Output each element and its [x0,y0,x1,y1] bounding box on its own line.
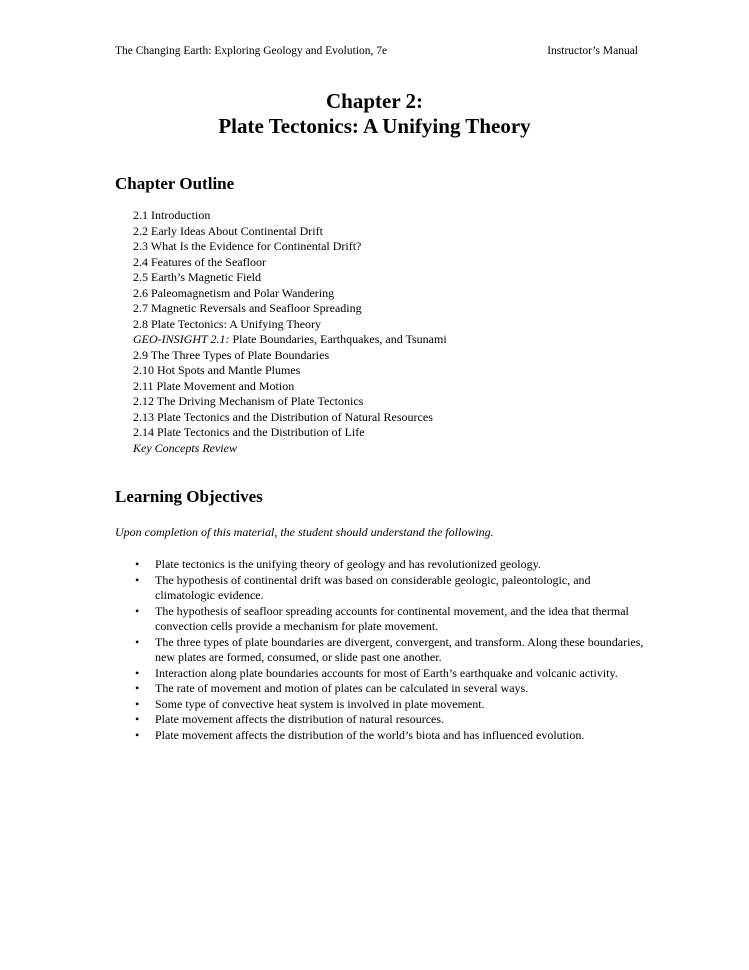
bullet-icon: • [135,712,140,726]
objective-text: The hypothesis of continental drift was based on considerable geologic, paleontologic, and climatologic evidence. [155,572,591,602]
objective-item [135,572,645,604]
objective-text: Plate movement affects the distribution of the world’s biota and has influenced evolution. [155,727,585,742]
bullet-icon: • [135,727,140,742]
outline-item: 2.9 The Three Types of Plate Boundaries [133,347,330,362]
outline-item: 2.5 Earth’s Magnetic Field [133,270,261,284]
objective-item [135,696,645,713]
bullet-icon: • [135,557,140,571]
outline-item: 2.4 Features of the Seafloor [133,254,266,269]
outline-item: 2.14 Plate Tectonics and the Distribution of Life [133,425,365,439]
learning-objectives-heading: Learning Objectives [115,487,263,506]
geo-insight-title: Plate Boundaries, Earthquakes, and Tsunami [229,332,447,346]
chapter-outline-list [133,208,447,456]
bullet-icon: • [135,665,140,680]
objective-item [135,681,645,697]
objective-item [135,665,645,682]
learning-objectives-list [135,557,645,743]
outline-item-geo-insight [133,332,447,348]
objective-text: The hypothesis of seafloor spreading accounts for continental movement, and the idea that thermal convection cells provide a mechanism for plate movement. [155,603,629,633]
header-book-title: The Changing Earth: Exploring Geology and Evolution, 7e [115,45,388,57]
outline-item-key-concepts: Key Concepts Review [133,440,237,455]
objective-item [135,727,645,744]
outline-item: 2.8 Plate Tectonics: A Unifying Theory [133,316,322,331]
objective-item [135,557,645,573]
outline-item: 2.1 Introduction [133,208,211,222]
objective-text: Some type of convective heat system is involved in plate movement. [155,696,485,711]
bullet-icon: • [135,603,140,618]
geo-insight-label: GEO-INSIGHT 2.1: [133,332,230,346]
chapter-name: Plate Tectonics: A Unifying Theory [218,114,531,138]
objective-text: Plate tectonics is the unifying theory of geology and has revolutionized geology. [155,557,541,571]
objective-item [135,603,645,635]
objective-text: Plate movement affects the distribution of natural resources. [155,712,445,726]
outline-item: 2.10 Hot Spots and Mantle Plumes [133,363,301,377]
bullet-icon: • [135,696,140,711]
outline-item: 2.6 Paleomagnetism and Polar Wandering [133,285,335,300]
objective-item [135,634,645,666]
header-manual-label: Instructor’s Manual [547,45,638,57]
outline-item: 2.7 Magnetic Reversals and Seafloor Spreading [133,301,362,315]
outline-item: 2.12 The Driving Mechanism of Plate Tectonics [133,394,364,408]
bullet-icon: • [135,634,140,649]
outline-item: 2.3 What Is the Evidence for Continental Drift? [133,239,362,253]
outline-item: 2.11 Plate Movement and Motion [133,378,295,393]
chapter-number: Chapter 2: [325,89,424,113]
bullet-icon: • [135,681,140,695]
chapter-title [0,89,749,139]
outline-item: 2.2 Early Ideas About Continental Drift [133,223,323,238]
objective-text: The three types of plate boundaries are divergent, convergent, and transform. Along these boundaries, new plates are formed, consumed, or slide past one another. [155,634,644,664]
objectives-intro: Upon completion of this material, the student should understand the following. [115,525,494,539]
objective-text: The rate of movement and motion of plates can be calculated in several ways. [155,681,529,695]
objective-text: Interaction along plate boundaries accounts for most of Earth’s earthquake and volcanic activity. [155,665,618,680]
outline-item: 2.13 Plate Tectonics and the Distribution of Natural Resources [133,409,433,424]
objective-item [135,712,645,728]
bullet-icon: • [135,572,140,587]
chapter-outline-heading: Chapter Outline [115,174,235,193]
